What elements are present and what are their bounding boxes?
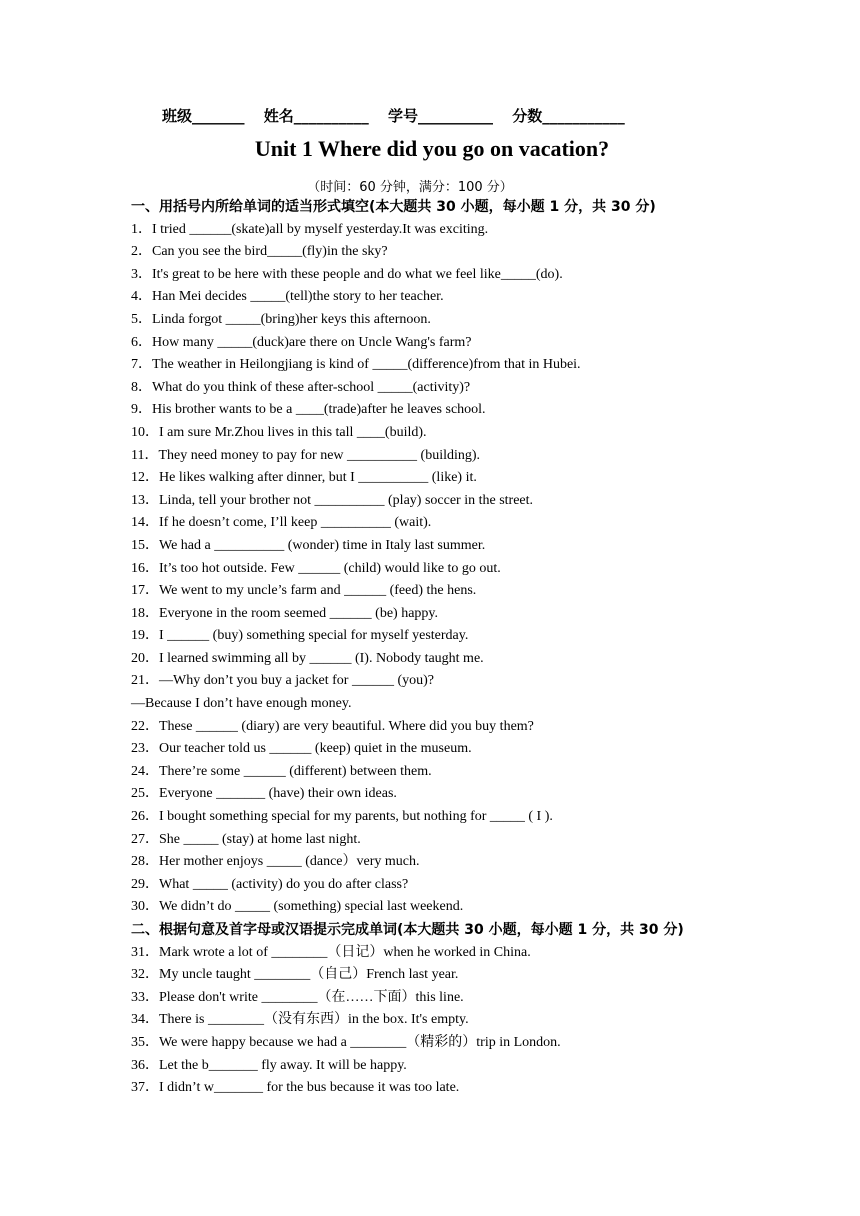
question-text: Everyone in the room seemed ______ (be) happy. <box>159 605 439 621</box>
question-number: 37． <box>131 1080 159 1096</box>
question-number: 24． <box>131 763 159 779</box>
question-number: 28． <box>131 854 159 870</box>
section-1-questions <box>131 219 771 919</box>
question-item <box>131 1009 771 1032</box>
page-title: Unit 1 Where did you go on vacation? <box>254 136 610 161</box>
question-number: 11． <box>131 447 159 463</box>
question-number: 12． <box>131 470 159 486</box>
section-2-questions <box>131 942 771 1100</box>
question-item <box>131 241 771 264</box>
question-text: Please don't write ________（在……下面）this line. <box>159 989 464 1005</box>
question-number: 17． <box>131 583 159 599</box>
question-text: Mark wrote a lot of ________（日记）when he worked in China. <box>159 944 531 960</box>
question-item <box>131 964 771 987</box>
question-item <box>131 309 771 332</box>
question-item <box>131 625 771 648</box>
question-item <box>131 1032 771 1055</box>
question-item <box>131 716 771 739</box>
question-text: Our teacher told us ______ (keep) quiet in the museum. <box>159 741 472 757</box>
question-number: 15． <box>131 537 159 553</box>
question-number: 14． <box>131 515 159 531</box>
question-text: Linda, tell your brother not __________ (play) soccer in the street. <box>159 492 534 508</box>
question-text: I am sure Mr.Zhou lives in this tall ____(build). <box>159 424 427 440</box>
question-number: 5． <box>131 311 152 327</box>
question-number: 9． <box>131 402 152 418</box>
question-number: 26． <box>131 809 159 825</box>
student-info-row <box>162 105 639 126</box>
question-text: His brother wants to be a ____(trade)after he leaves school. <box>152 402 486 418</box>
question-item <box>131 354 771 377</box>
question-text: Can you see the bird_____(fly)in the sky? <box>152 244 388 260</box>
question-number: 29． <box>131 876 159 892</box>
question-text: Everyone _______ (have) their own ideas. <box>159 786 397 802</box>
question-text: How many _____(duck)are there on Uncle Wang's farm? <box>152 334 472 350</box>
question-text: My uncle taught ________（自己）French last year. <box>159 967 459 983</box>
question-item <box>131 580 771 603</box>
question-item <box>131 851 771 874</box>
question-item <box>131 264 771 287</box>
question-item <box>131 783 771 806</box>
name-field: 姓名__________ <box>263 107 369 125</box>
question-text: We were happy because we had a ________（精彩的）trip in London. <box>159 1034 561 1050</box>
question-text: They need money to pay for new __________ (building). <box>158 447 481 463</box>
question-text: Let the b_______ fly away. It will be happy. <box>159 1057 407 1073</box>
question-item <box>131 399 771 422</box>
question-item <box>131 535 771 558</box>
question-text: I ______ (buy) something special for myself yesterday. <box>159 628 469 644</box>
question-item <box>131 286 771 309</box>
question-number: 36． <box>131 1057 159 1073</box>
question-number: 3． <box>131 266 152 282</box>
question-text: We went to my uncle’s farm and ______ (feed) the hens. <box>159 583 477 599</box>
question-number: 10． <box>131 424 159 440</box>
question-item <box>131 693 771 716</box>
questions-content <box>131 196 771 1100</box>
question-number: 23． <box>131 741 159 757</box>
question-text: Han Mei decides _____(tell)the story to her teacher. <box>152 289 444 305</box>
question-text: What _____ (activity) do you do after class? <box>159 876 409 892</box>
question-number: 30． <box>131 899 159 915</box>
question-text: These ______ (diary) are very beautiful. Where did you buy them? <box>159 718 534 734</box>
question-text: I didn’t w_______ for the bus because it was too late. <box>159 1080 460 1096</box>
question-item <box>131 1055 771 1078</box>
question-text: I tried ______(skate)all by myself yesterday.It was exciting. <box>152 221 489 237</box>
question-number: 21． <box>131 673 159 689</box>
question-item <box>131 874 771 897</box>
question-text: I bought something special for my parents, but nothing for _____ ( I ). <box>159 809 553 825</box>
question-item <box>131 445 771 468</box>
question-text: What do you think of these after-school _____(activity)? <box>152 379 471 395</box>
question-text: He likes walking after dinner, but I __________ (like) it. <box>159 470 477 486</box>
question-item <box>131 1077 771 1100</box>
question-text: The weather in Heilongjiang is kind of _____(difference)from that in Hubei. <box>152 357 581 373</box>
question-item <box>131 377 771 400</box>
class-field: 班级_______ <box>162 107 245 125</box>
question-item <box>131 987 771 1010</box>
question-number: 16． <box>131 560 159 576</box>
exam-info: （时间：60 分钟，满分：100 分） <box>307 180 513 195</box>
question-item <box>131 806 771 829</box>
question-item <box>131 942 771 965</box>
question-number: 20． <box>131 650 159 666</box>
question-item <box>131 738 771 761</box>
question-number: 1． <box>131 221 152 237</box>
question-item <box>131 490 771 513</box>
question-text: —Because I don’t have enough money. <box>131 696 352 712</box>
section-1-heading: 一、用括号内所给单词的适当形式填空(本大题共 30 小题，每小题 1 分，共 30 分) <box>131 199 656 215</box>
question-text: We had a __________ (wonder) time in Italy last summer. <box>159 537 486 553</box>
question-text: It’s too hot outside. Few ______ (child) would like to go out. <box>159 560 501 576</box>
question-text: There’re some ______ (different) between them. <box>159 763 432 779</box>
question-number: 34． <box>131 1012 159 1028</box>
question-item <box>131 332 771 355</box>
question-text: It's great to be here with these people and do what we feel like_____(do). <box>152 266 563 282</box>
question-number: 19． <box>131 628 159 644</box>
question-item <box>131 219 771 242</box>
question-number: 13． <box>131 492 159 508</box>
question-text: She _____ (stay) at home last night. <box>159 831 361 847</box>
question-text: If he doesn’t come, I’ll keep __________ (wait). <box>159 515 432 531</box>
question-text: I learned swimming all by ______ (I). Nobody taught me. <box>159 650 484 666</box>
question-text: —Why don’t you buy a jacket for ______ (you)? <box>159 673 435 689</box>
question-item <box>131 422 771 445</box>
question-item <box>131 512 771 535</box>
question-number: 4． <box>131 289 152 305</box>
question-item <box>131 603 771 626</box>
question-number: 33． <box>131 989 159 1005</box>
question-text: There is ________（没有东西）in the box. It's empty. <box>159 1012 469 1028</box>
question-text: We didn’t do _____ (something) special last weekend. <box>159 899 464 915</box>
question-item <box>131 648 771 671</box>
question-number: 22． <box>131 718 159 734</box>
question-number: 31． <box>131 944 159 960</box>
question-number: 8． <box>131 379 152 395</box>
question-number: 6． <box>131 334 152 350</box>
question-number: 18． <box>131 605 159 621</box>
question-number: 32． <box>131 967 159 983</box>
question-number: 27． <box>131 831 159 847</box>
question-number: 2． <box>131 244 152 260</box>
question-text: Her mother enjoys _____ (dance）very much. <box>159 854 420 870</box>
question-number: 35． <box>131 1034 159 1050</box>
question-item <box>131 896 771 919</box>
question-item <box>131 761 771 784</box>
question-item <box>131 829 771 852</box>
question-text: Linda forgot _____(bring)her keys this afternoon. <box>152 311 431 327</box>
question-number: 25． <box>131 786 159 802</box>
question-number: 7． <box>131 357 152 373</box>
section-2-heading: 二、根据句意及首字母或汉语提示完成单词(本大题共 30 小题，每小题 1 分，共 30 分) <box>131 922 684 938</box>
score-field: 分数___________ <box>512 107 625 125</box>
question-item <box>131 467 771 490</box>
question-item <box>131 670 771 693</box>
question-item <box>131 558 771 581</box>
student-id-field: 学号__________ <box>388 107 494 125</box>
